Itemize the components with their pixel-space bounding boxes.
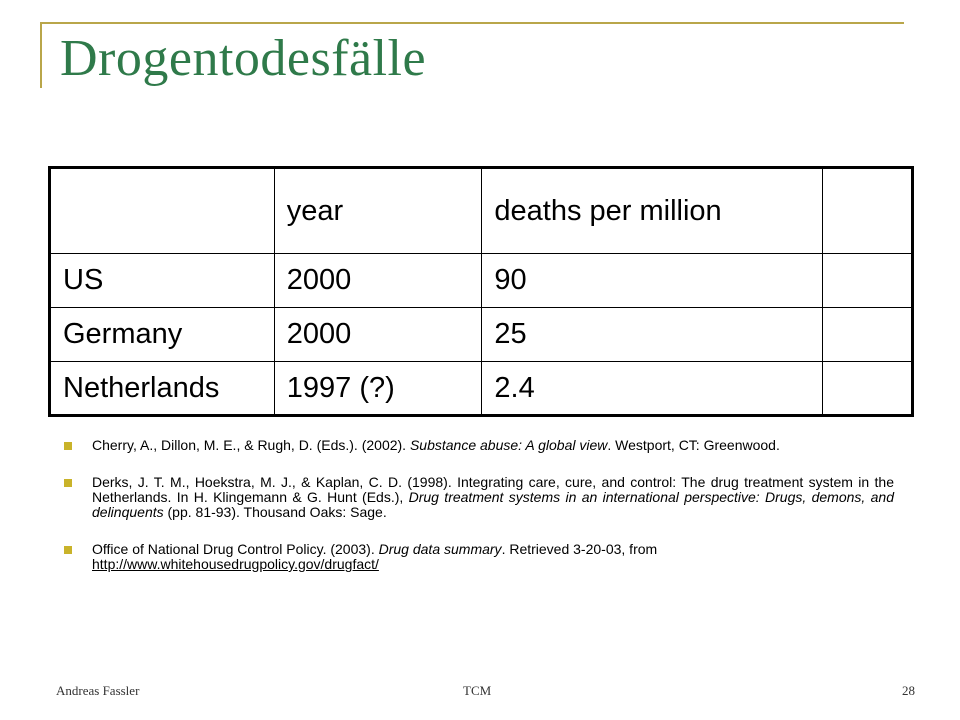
table-cell-deaths: 25 <box>482 308 822 362</box>
reference-title: Drug data summary <box>378 541 502 557</box>
table-cell <box>50 168 275 254</box>
table-cell <box>822 168 912 254</box>
data-table <box>48 166 914 417</box>
reference-title: Drug treatment systems in an international perspective: Drugs, demons, and delinquents <box>92 489 895 520</box>
reference-text: Office of National Drug Control Policy. (2003). <box>92 541 379 557</box>
reference-title: Substance abuse: A global view <box>409 437 608 453</box>
table-header-deaths: deaths per million <box>482 168 822 254</box>
reference-item <box>64 438 894 453</box>
frame-top-line <box>40 22 904 24</box>
frame-left-line <box>40 22 42 88</box>
footer-center-text: TCM <box>463 683 492 698</box>
reference-text: . Retrieved 3-20-03, from <box>501 541 658 557</box>
footer-author: Andreas Fassler <box>56 683 140 698</box>
table-cell-year: 2000 <box>274 308 482 362</box>
table-cell <box>822 254 912 308</box>
table-row <box>50 254 913 308</box>
footer-page-number: 28 <box>902 683 915 698</box>
square-bullet-icon <box>64 442 72 450</box>
reference-item <box>64 475 894 520</box>
table-cell-country: US <box>50 254 275 308</box>
table-header-year: year <box>274 168 482 254</box>
table-cell-year: 1997 (?) <box>274 362 482 416</box>
table-cell-deaths: 2.4 <box>482 362 822 416</box>
slide-title: Drogentodesfälle <box>60 30 427 87</box>
reference-list <box>64 438 894 594</box>
table-cell <box>822 362 912 416</box>
table-cell-country: Germany <box>50 308 275 362</box>
reference-text: . Westport, CT: Greenwood. <box>607 437 780 453</box>
reference-link[interactable]: http://www.whitehousedrugpolicy.gov/drugfact/ <box>92 556 379 572</box>
reference-text: Derks, J. T. M., Hoekstra, M. J., & Kaplan, C. D. (1998). Integrating care, cure, and control: The drug treatment system in the Netherlands. In H. Klingemann & G. Hunt (Eds.), <box>92 474 894 505</box>
table-cell-year: 2000 <box>274 254 482 308</box>
table-cell-country: Netherlands <box>50 362 275 416</box>
table-cell-deaths: 90 <box>482 254 822 308</box>
square-bullet-icon <box>64 546 72 554</box>
reference-text: Cherry, A., Dillon, M. E., & Rugh, D. (Eds.). (2002). <box>92 437 410 453</box>
reference-item <box>64 542 894 572</box>
table-header-row <box>50 168 913 254</box>
table-row <box>50 362 913 416</box>
table-row <box>50 308 913 362</box>
table-cell <box>822 308 912 362</box>
reference-text: (pp. 81-93). Thousand Oaks: Sage. <box>163 504 387 520</box>
square-bullet-icon <box>64 479 72 487</box>
